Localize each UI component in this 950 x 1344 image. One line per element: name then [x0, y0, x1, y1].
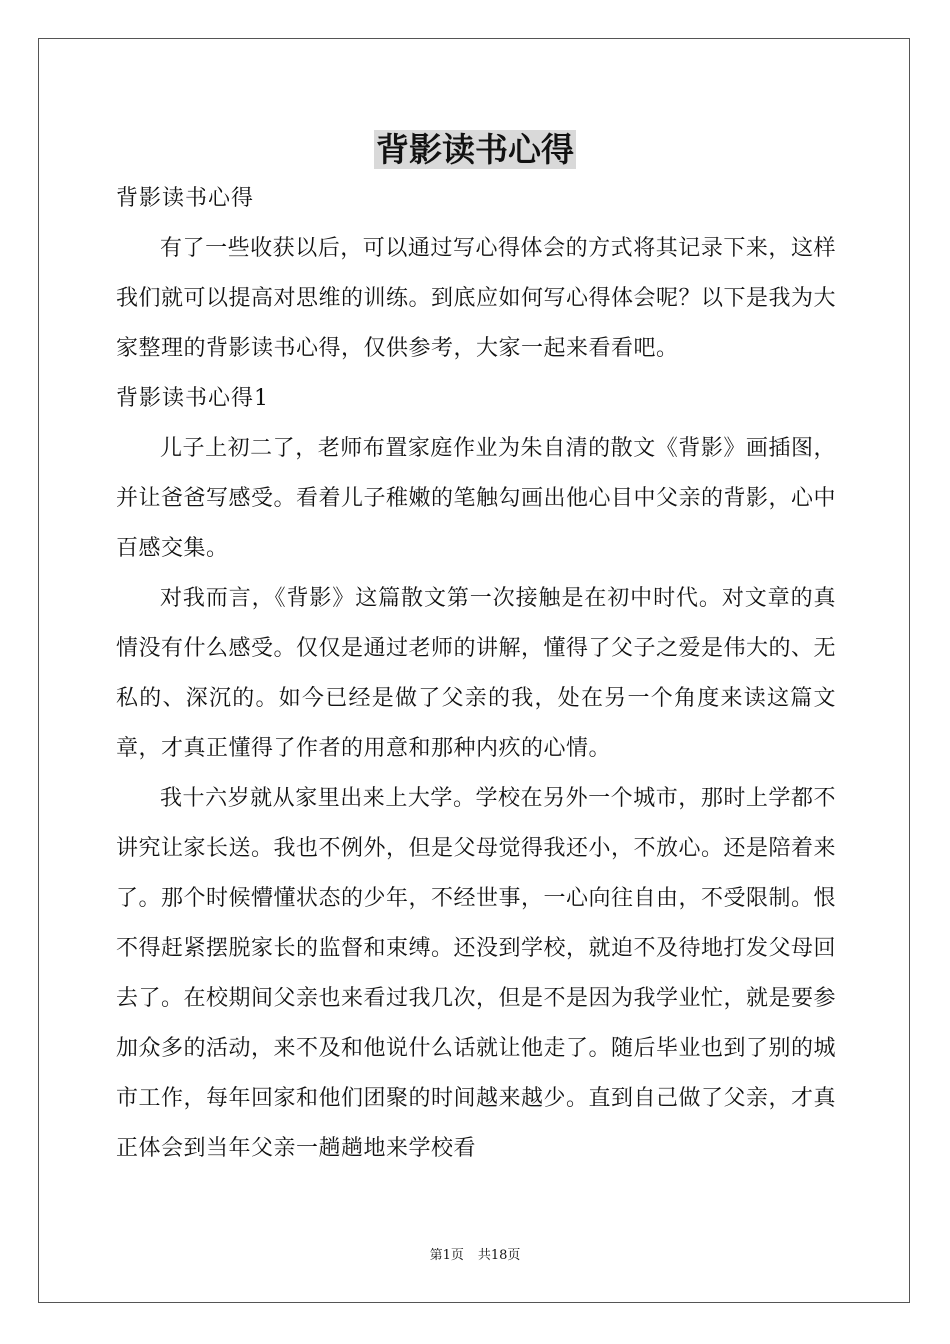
document-title	[0, 128, 950, 172]
section-heading: 背影读书心得1	[116, 386, 269, 411]
page-count: 共18页	[477, 1248, 521, 1263]
body-paragraph-1: 儿子上初二了，老师布置家庭作业为朱自清的散文《背影》画插图，并让爸爸写感受。看着儿子稚嫩的笔触勾画出他心目中父亲的背影，心中百感交集。	[116, 436, 837, 561]
document-subtitle: 背影读书心得	[116, 186, 255, 211]
document-body	[116, 174, 836, 1174]
page-number: 第1页	[429, 1248, 464, 1263]
document-title-text: 背影读书心得	[376, 130, 574, 169]
intro-paragraph: 有了一些收获以后，可以通过写心得体会的方式将其记录下来，这样我们就可以提高对思维的训练。到底应如何写心得体会呢？以下是我为大家整理的背影读书心得，仅供参考，大家一起来看看吧。	[116, 236, 837, 361]
body-paragraph-2: 对我而言，《背影》这篇散文第一次接触是在初中时代。对文章的真情没有什么感受。仅仅是通过老师的讲解，懂得了父子之爱是伟大的、无私的、深沉的。如今已经是做了父亲的我，处在另一个角度来读这篇文章，才真正懂得了作者的用意和那种内疚的心情。	[116, 586, 837, 761]
body-paragraph-3: 我十六岁就从家里出来上大学。学校在另外一个城市，那时上学都不讲究让家长送。我也不例外，但是父母觉得我还小，不放心。还是陪着来了。那个时候懵懂状态的少年，不经世事，一心向往自由，不受限制。恨不得赶紧摆脱家长的监督和束缚。还没到学校，就迫不及待地打发父母回去了。在校期间父亲也来看过我几次，但是不是因为我学业忙，就是要参加众多的活动，来不及和他说什么话就让他走了。随后毕业也到了别的城市工作，每年回家和他们团聚的时间越来越少。直到自己做了父亲，才真正体会到当年父亲一趟趟地来学校看	[116, 786, 837, 1161]
page-footer	[0, 1247, 950, 1265]
